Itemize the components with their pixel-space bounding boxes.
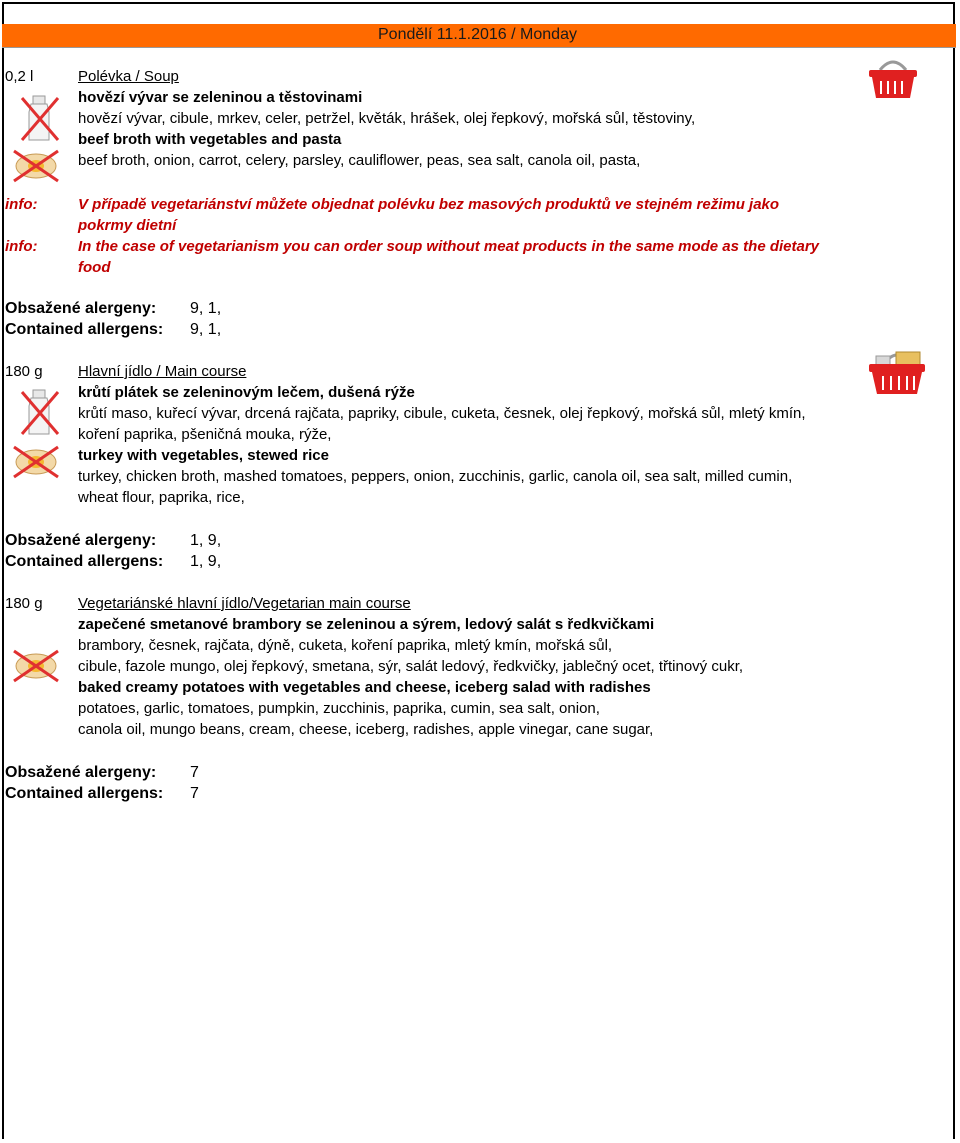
main-ingredients-en-line2: wheat flour, paprika, rice, <box>78 489 245 506</box>
soup-name-en: beef broth with vegetables and pasta <box>78 131 342 148</box>
info-text-cz-line2: pokrmy dietní <box>78 217 177 234</box>
no-egg-icon <box>10 648 62 684</box>
shopping-basket-icon <box>866 56 920 102</box>
no-egg-icon <box>10 148 62 184</box>
veg-allergens-cz-value: 7 <box>190 764 199 781</box>
shopping-basket-with-items-icon <box>866 344 928 396</box>
veg-ingredients-cz-line1: brambory, česnek, rajčata, dýně, cuketa, koření paprika, mletý kmín, mořská sůl, <box>78 637 613 654</box>
soup-allergens-en-value: 9, 1, <box>190 321 222 338</box>
veg-allergens-en-value: 7 <box>190 785 199 802</box>
veg-name-en: baked creamy potatoes with vegetables and cheese, iceberg salad with radishes <box>78 679 651 696</box>
veg-ingredients-en-line2: canola oil, mungo beans, cream, cheese, iceberg, radishes, apple vinegar, cane sugar, <box>78 721 654 738</box>
no-milk-icon <box>18 92 62 144</box>
info-text-cz-line1: V případě vegetariánství můžete objednat polévku bez masových produktů ve stejném režimu jako <box>78 196 780 213</box>
soup-allergens-cz-value: 9, 1, <box>190 300 222 317</box>
main-portion: 180 g <box>5 363 43 380</box>
veg-ingredients-cz-line2: cibule, fazole mungo, olej řepkový, smetana, sýr, salát ledový, ředkvičky, jablečný ocet, třtinový cukr, <box>78 658 744 675</box>
info-label-cz: info: <box>5 196 38 213</box>
info-text-en-line1: In the case of vegetarianism you can order soup without meat products in the same mode as the dietary <box>78 238 820 255</box>
main-allergens-cz-value: 1, 9, <box>190 532 222 549</box>
soup-name-cz: hovězí vývar se zeleninou a těstovinami <box>78 89 363 106</box>
soup-portion: 0,2 l <box>5 68 34 85</box>
main-name-cz: krůtí plátek se zeleninovým lečem, dušená rýže <box>78 384 415 401</box>
no-milk-icon <box>18 386 62 438</box>
main-allergens-en-label: Contained allergens: <box>5 553 164 570</box>
date-label: Pondělí 11.1.2016 / Monday <box>378 26 577 43</box>
veg-title: Vegetariánské hlavní jídlo/Vegetarian main course <box>78 595 411 612</box>
soup-allergens-cz-label: Obsažené alergeny: <box>5 300 157 317</box>
veg-allergens-cz-label: Obsažené alergeny: <box>5 764 157 781</box>
no-egg-icon <box>10 444 62 480</box>
main-ingredients-cz-line1: krůtí maso, kuřecí vývar, drcená rajčata, papriky, cibule, cuketa, česnek, olej řepkový, mořská sůl, mletý kmín, <box>78 405 806 422</box>
main-title: Hlavní jídlo / Main course <box>78 363 247 380</box>
info-text-en-line2: food <box>78 259 111 276</box>
soup-title: Polévka / Soup <box>78 68 179 85</box>
veg-portion: 180 g <box>5 595 43 612</box>
veg-name-cz: zapečené smetanové brambory se zeleninou a sýrem, ledový salát s ředkvičkami <box>78 616 655 633</box>
date-header-bar <box>2 24 956 48</box>
soup-allergens-en-label: Contained allergens: <box>5 321 164 338</box>
veg-ingredients-en-line1: potatoes, garlic, tomatoes, pumpkin, zucchinis, paprika, cumin, sea salt, onion, <box>78 700 600 717</box>
veg-allergens-en-label: Contained allergens: <box>5 785 164 802</box>
main-allergens-cz-label: Obsažené alergeny: <box>5 532 157 549</box>
main-allergens-en-value: 1, 9, <box>190 553 222 570</box>
main-name-en: turkey with vegetables, stewed rice <box>78 447 329 464</box>
soup-ingredients-en: beef broth, onion, carrot, celery, parsley, cauliflower, peas, sea salt, canola oil, pasta, <box>78 152 641 169</box>
info-label-en: info: <box>5 238 38 255</box>
soup-ingredients-cz: hovězí vývar, cibule, mrkev, celer, petržel, květák, hrášek, olej řepkový, mořská sůl, těstoviny, <box>78 110 696 127</box>
main-ingredients-en-line1: turkey, chicken broth, mashed tomatoes, peppers, onion, zucchinis, garlic, canola oil, sea salt, milled cumin, <box>78 468 793 485</box>
main-ingredients-cz-line2: koření paprika, pšeničná mouka, rýže, <box>78 426 332 443</box>
